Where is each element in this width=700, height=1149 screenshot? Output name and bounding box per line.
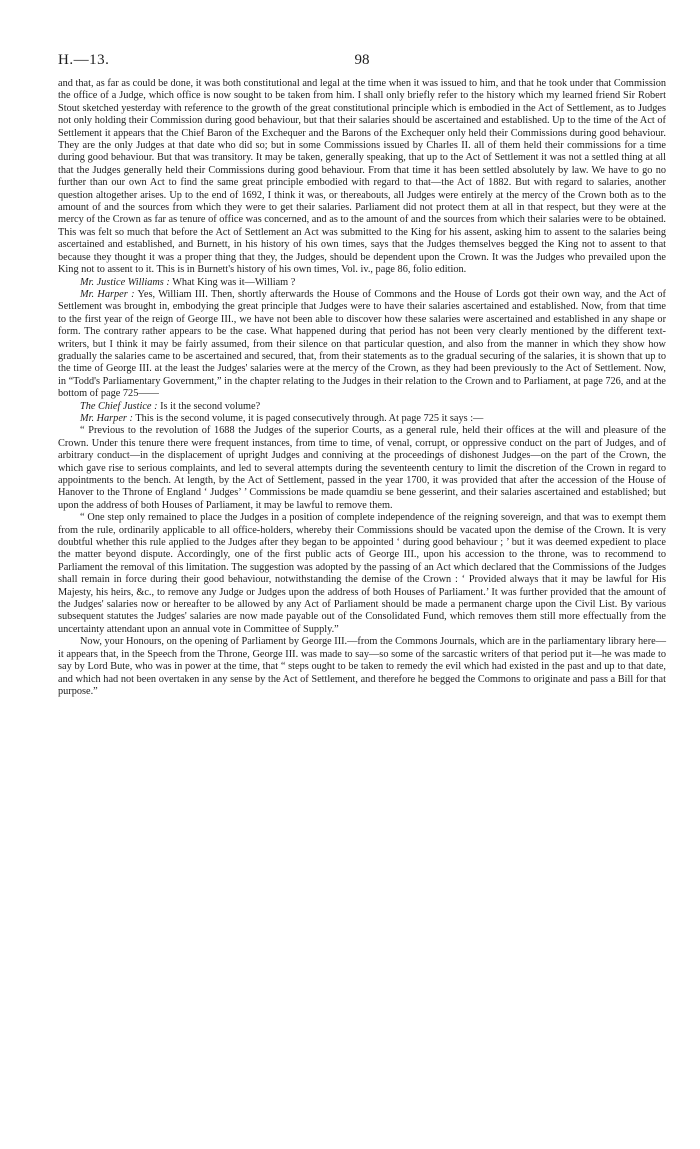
paragraph-text: What King was it—William ?: [172, 276, 296, 288]
paragraph: [58, 636, 666, 698]
paragraph-text: Is it the second volume?: [160, 400, 261, 412]
paragraph-text: Now, your Honours, on the opening of Parliament by George III.—from the Commons Journals, which are in the parliamentary library here—it appears that, in the Speech from the Throne, George III. was made to say—so some of the sarcastic writers of that period put it—he was made to say by Lord Bute, who was in power at the time, that “ steps ought to be taken to remedy the evil which had existed in the past and up to that date, and which had not been overtaken in any sense by the Act of Settlement, and therefore he begged the Commons to originate and pass a Bill for that purpose.”: [58, 636, 666, 697]
page-header: [58, 52, 666, 78]
paragraph: [58, 277, 666, 289]
paragraph: [58, 401, 666, 413]
document-reference: H.—13.: [58, 52, 110, 68]
speaker-name: The Chief Justice :: [80, 400, 158, 412]
quoted-paragraph: [58, 425, 666, 512]
paragraph-text: and that, as far as could be done, it was both constitutional and legal at the time when it was issued to him, and that he took under that Commission the office of a Judge, which office is now sought to be taken from him. I shall only briefly refer to the history which my learned friend Sir Robert Stout sketched yesterday with reference to the growth of the great constitutional principle which is embodied in the Act of Settlement, as to Judges not only holding their Commission during good behaviour, but that their salaries should be ascertained and established. Up to the time of the Act of Settlement it appears that the Chief Baron of the Exchequer and the Barons of the Exchequer only held their Commissions during good behaviour. They are the only Judges at that date who did so; but in some Commissions issued by Charles II. all of them held their commissions for a time during good behaviour. But that was transitory. It may be taken, generally speaking, that up to the Act of Settlement it was not a settled thing at all that the Judges generally held their Commissions during good behaviour. From that time it has been settled absolutely by law. We have to go no further than our own Act to find the same great principle embodied with regard to that—the Act of 1882. But with regard to salaries, another question altogether arises. Up to the end of 1692, I think it was, or thereabouts, all Judges were entirely at the mercy of the Crown both as to the amount of and the sources from which they were to get their salaries. Parliament did not protect them at all in that respect, but they were at the mercy of the Crown as far as tenure of office was concerned, and as to the amount of and the sources from which their salaries were to be obtained. This was felt so much that before the Act of Settlement an Act was submitted to the King for his assent, asking him to assent to the salaries being ascertained and established, and Burnett, in his history of his own times, says that the Judges themselves begged the King not to assent to that because they thought it was a proper thing that they, the Judges, should be dependent upon the Crown. It was the Judges who prevailed upon the King not to assent to it. This is in Burnett's history of his own times, Vol. iv., page 86, folio edition.: [58, 78, 666, 276]
paragraph: [58, 78, 666, 277]
paragraph-text: “ One step only remained to place the Judges in a position of complete independence of the reigning sovereign, and that was to exempt them from the rule, ordinarily applicable to all office-holders, whereby their Commissions should be vacated upon the demise of the Crown. It is very doubtful whether this rule applied to the Judges after they began to be appointed ‘ during good behaviour ; ’ but it was deemed expedient to place the matter beyond dispute. Accordingly, one of the first public acts of George III., upon his accession to the throne, was to recommend to Parliament the removal of this limitation. The suggestion was adopted by the passing of an Act which declared that the Commissions of the Judges shall remain in force during their good behaviour, notwithstanding the demise of the Crown : ‘ Provided always that it may be lawful for His Majesty, his heirs, &c., to remove any Judge or Judges upon the address of both Houses of Parliament.’ It was further provided that the amount of the Judges' salaries now or hereafter to be allowed by any Act of Parliament should be made a permanent charge upon the Civil List. By various subsequent statutes the Judges' salaries are now made payable out of the Consolidated Fund, which removes them still more effectually from the uncertainty attendant upon an annual vote in Committee of Supply.”: [58, 512, 666, 635]
paragraph: [58, 413, 666, 425]
paragraph-text: This is the second volume, it is paged consecutively through. At page 725 it says :—: [135, 412, 484, 424]
speaker-name: Mr. Harper :: [80, 288, 135, 300]
document-page: [58, 52, 666, 698]
document-body: [58, 78, 666, 698]
paragraph: [58, 289, 666, 401]
paragraph-text: Yes, William III. Then, shortly afterwards the House of Commons and the House of Lords got their own way, and the Act of Settlement was brought in, embodying the great principle that Judges were to have their salaries ascertained and established. Now, from that time to the first year of the reign of George III., we have not been able to discover how these salaries were ascertained and established in any shape or form. The contrary rather appears to be the case. What happened during that period has not been very clearly mentioned by the different text-writers, but I think it may be fairly assumed, from their silence on that particular question, and also from the manner in which they show how gradually the salaries came to be ascertained and secured, that, from their statements as to the gradual securing of the salaries, it is shown that up to the time of George III. at the least the Judges' salaries were at the mercy of the Crown, as they had been previously to the Act of Settlement. Now, in “Todd's Parliamentary Government,” in the chapter relating to the Judges in their relation to the Crown and to Parliament, at page 726, and at the bottom of page 725——: [58, 288, 666, 400]
paragraph-text: “ Previous to the revolution of 1688 the Judges of the superior Courts, as a general rule, held their offices at the will and pleasure of the Crown. Under this tenure there were frequent instances, from time to time, of venal, corrupt, or oppressive conduct on the part of Judges, and of arbitrary conduct—in the displacement of upright Judges and conniving at the proceedings of dishonest Judges—on the part of the Crown, the which gave rise to serious complaints, and led to several attempts during the seventeenth century to limit the discretion of the Crown in regard to appointments to the bench. At length, by the Act of Settlement, passed in the year 1700, it was provided that after the accession of the House of Hanover to the Throne of England ‘ Judges’ ’ Commissions be made quamdiu se bene gesserint, and their salaries ascertained and established; but upon the address of both Houses of Parliament, it may be lawful to remove them.: [58, 425, 666, 511]
page-number: 98: [354, 52, 370, 68]
speaker-name: Mr. Harper :: [80, 412, 133, 424]
quoted-paragraph: [58, 512, 666, 636]
speaker-name: Mr. Justice Williams :: [80, 276, 170, 288]
